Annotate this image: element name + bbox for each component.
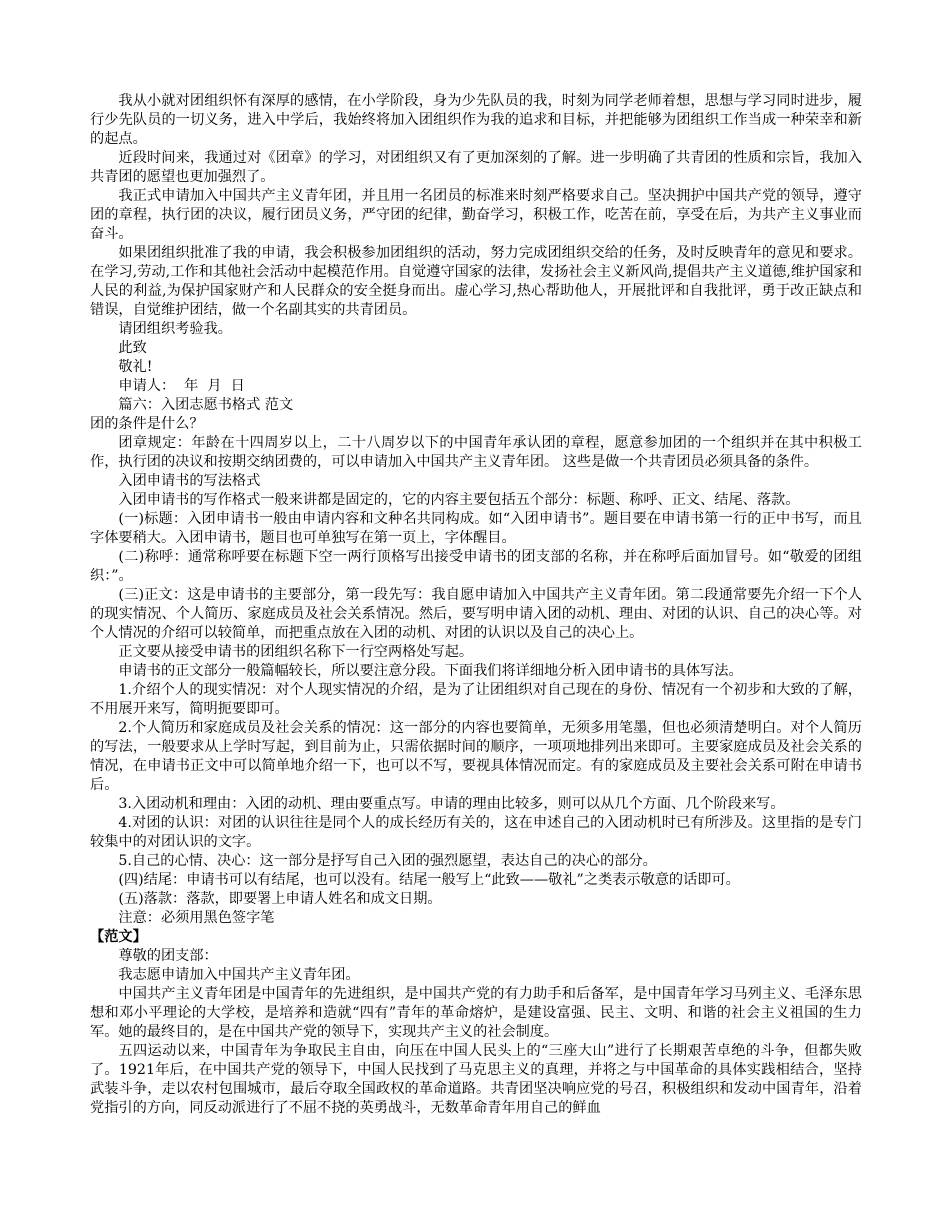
- list-item: 3.入团动机和理由：入团的动机、理由要重点写。申请的理由比较多，则可以从几个方面、几个阶段来写。: [118, 796, 785, 812]
- paragraph: (四)结尾：申请书可以有结尾，也可以没有。结尾一般写上“此致——敬礼”之类表示敬意的话即可。: [118, 872, 740, 888]
- paragraph: 我正式申请加入中国共产主义青年团，并且用一名团员的标准来时刻严格要求自己。坚决拥护中国共产党的领导，遵守团的章程，执行团的决议，履行团员义务，严守团的纪律，勤奋学习，积极工作，吃苦在前，享受在后，为共产主义事业而奋斗。: [90, 188, 862, 242]
- signature-line: 申请人： 年 月 日: [118, 378, 245, 394]
- paragraph: 敬礼!: [118, 359, 153, 375]
- paragraph: 中国共产主义青年团是中国青年的先进组织，是中国共产党的有力助手和后备军，是中国青年学习马列主义、毛泽东思想和邓小平理论的大学校，是培养和造就“四有”青年的革命熔炉，是建设富强、民主、文明、和谐的社会主义祖国的生力军。她的最终目的，是在中国共产党的领导下，实现共产主义的社会制度。: [90, 986, 862, 1040]
- sample-heading: 【范文】: [90, 929, 147, 945]
- paragraph: (五)落款：落款，即要署上申请人姓名和成文日期。: [118, 891, 442, 907]
- question-heading: 团的条件是什么？: [90, 416, 204, 432]
- paragraph: 团章规定：年龄在十四周岁以上，二十八周岁以下的中国青年承认团的章程，愿意参加团的一个组织并在其中积极工作，执行团的决议和按期交纳团费的，可以申请加入中国共产主义青年团。 这些是做一个共青团员必须具备的条件。: [90, 435, 862, 470]
- paragraph: 我从小就对团组织怀有深厚的感情，在小学阶段，身为少先队员的我，时刻为同学老师着想，思想与学习同时进步，履行少先队员的一切义务，进入中学后，我始终将加入团组织作为我的追求和目标，并把能够为团组织工作当成一种荣幸和新的起点。: [90, 93, 862, 147]
- paragraph: 近段时间来，我通过对《团章》的学习，对团组织又有了更加深刻的了解。进一步明确了共青团的性质和宗旨，我加入共青团的愿望也更加强烈了。: [90, 150, 862, 185]
- list-item: 2.个人简历和家庭成员及社会关系的情况：这一部分的内容也要简单，无须多用笔墨，但也必须清楚明白。对个人简历的写法，一般要求从上学时写起，到目前为止，只需依据时间的顺序，一项项地排列出来即可。主要家庭成员及社会关系的情况，在申请书正文中可以简单地介绍一下，也可以不写，要视具体情况而定。有的家庭成员及主要社会关系可附在申请书后。: [90, 720, 862, 793]
- paragraph: 请团组织考验我。: [118, 321, 232, 337]
- paragraph: (二)称呼：通常称呼要在标题下空一两行顶格写出接受申请书的团支部的名称，并在称呼后面加冒号。如“敬爱的团组织：”。: [90, 549, 862, 584]
- subheading: 入团申请书的写法格式: [118, 473, 261, 489]
- paragraph: 如果团组织批准了我的申请，我会积极参加团组织的活动，努力完成团组织交给的任务，及时反映青年的意见和要求。在学习,劳动,工作和其他社会活动中起模范作用。自觉遵守国家的法律，发扬社会主义新风尚,提倡共产主义道德,维护国家和人民的利益,为保护国家财产和人民群众的安全挺身而出。虚心学习,热心帮助他人，开展批评和自我批评，勇于改正缺点和错误，自觉维护团结，做一个名副其实的共青团员。: [90, 245, 862, 318]
- list-item: 1.介绍个人的现实情况：对个人现实情况的介绍，是为了让团组织对自己现在的身份、情况有一个初步和大致的了解，不用展开来写，简明扼要即可。: [90, 682, 862, 717]
- paragraph: (一)标题：入团申请书一般由申请内容和文种名共同构成。如“入团申请书”。题目要在申请书第一行的正中书写，而且字体要稍大。入团申请书，题目也可单独写在第一页上，字体醒目。: [90, 511, 862, 546]
- list-item: 4.对团的认识：对团的认识往往是同个人的成长经历有关的，这在申述自己的入团动机时已有所涉及。这里指的是专门较集中的对团认识的文字。: [90, 815, 862, 850]
- paragraph: 正文要从接受申请书的团组织名称下一行空两格处写起。: [118, 644, 474, 660]
- salutation: 尊敬的团支部：: [118, 948, 218, 964]
- paragraph: 此致: [118, 340, 147, 356]
- paragraph: 我志愿申请加入中国共产主义青年团。: [118, 967, 360, 983]
- note: 注意：必须用黑色签字笔: [118, 910, 275, 926]
- paragraph: 五四运动以来，中国青年为争取民主自由，向压在中国人民头上的“三座大山”进行了长期艰苦卓绝的斗争，但都失败了。1921年后，在中国共产党的领导下，中国人民找到了马克思主义的真理，并将之与中国革命的具体实践相结合，坚持武装斗争，走以农村包围城市，最后夺取全国政权的革命道路。共青团坚决响应党的号召，积极组织和发动中国青年，沿着党指引的方向，同反动派进行了不屈不挠的英勇战斗，无数革命青年用自己的鲜血: [90, 1043, 862, 1116]
- section-title: 篇六：入团志愿书格式 范文: [118, 397, 294, 413]
- paragraph: (三)正文：这是申请书的主要部分，第一段先写：我自愿申请加入中国共产主义青年团。第二段通常要先介绍一下个人的现实情况、个人简历、家庭成员及社会关系情况。然后，要写明申请入团的动机、理由、对团的认识、自己的决心等。对个人情况的介绍可以较简单，而把重点放在入团的动机、对团的认识以及自己的决心上。: [90, 587, 862, 641]
- paragraph: 入团申请书的写作格式一般来讲都是固定的，它的内容主要包括五个部分：标题、称呼、正文、结尾、落款。: [118, 492, 800, 508]
- list-item: 5.自己的心情、决心：这一部分是抒写自己入团的强烈愿望，表达自己的决心的部分。: [118, 853, 657, 869]
- document-page: [90, 92, 862, 1118]
- paragraph: 申请书的正文部分一般篇幅较长，所以要注意分段。下面我们将详细地分析入团申请书的具体写法。: [118, 663, 743, 679]
